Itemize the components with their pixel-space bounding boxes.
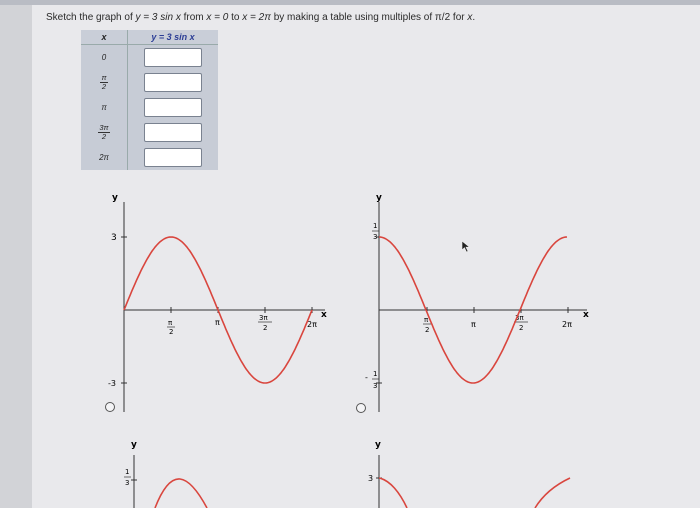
answer-cell bbox=[128, 70, 219, 95]
graph-option-c bbox=[110, 435, 230, 508]
y-axis-label: y bbox=[376, 193, 382, 203]
question-end: x = 2π bbox=[242, 12, 271, 23]
x-value bbox=[81, 95, 128, 120]
x-tick-label-2: π bbox=[471, 320, 476, 329]
answer-cell bbox=[128, 145, 219, 170]
curve-fragment bbox=[155, 479, 207, 508]
answer-input-3[interactable] bbox=[144, 123, 202, 142]
x-value bbox=[81, 145, 128, 170]
question-start: x = 0 bbox=[206, 12, 229, 23]
value-table bbox=[81, 30, 218, 170]
x-tick-label-4: 2π bbox=[562, 320, 572, 329]
x-tick-label-3-den: 2 bbox=[263, 324, 268, 332]
x-fraction bbox=[100, 74, 107, 91]
radio-option-a[interactable] bbox=[105, 402, 115, 412]
x-axis-label: x bbox=[583, 310, 589, 320]
x-tick-label-3-den: 2 bbox=[519, 324, 524, 332]
fraction-numerator: 3π bbox=[99, 123, 109, 132]
y-min-den: 3 bbox=[373, 382, 378, 390]
answer-input-2[interactable] bbox=[144, 98, 202, 117]
mouse-cursor-icon bbox=[461, 240, 473, 254]
radio-option-b[interactable] bbox=[356, 403, 366, 413]
curve-fragment-right bbox=[535, 478, 570, 508]
answer-input-1[interactable] bbox=[144, 73, 202, 92]
y-column-header: y = 3 sin x bbox=[128, 30, 219, 45]
graph-option-d bbox=[355, 435, 595, 508]
x-fraction bbox=[98, 124, 109, 141]
x-tick-label-1-num: π bbox=[168, 319, 173, 327]
x-tick-label-4: 2π bbox=[307, 320, 317, 329]
table-header bbox=[81, 30, 218, 45]
fraction-denominator: 2 bbox=[101, 82, 107, 91]
question-suffix: by making a table using multiples of π/2 for bbox=[270, 12, 468, 23]
answer-input-0[interactable] bbox=[144, 48, 202, 67]
y-max-den: 3 bbox=[373, 233, 378, 241]
x-value-text: π bbox=[101, 103, 107, 112]
y-max-num: 1 bbox=[125, 468, 130, 476]
x-value bbox=[81, 120, 128, 145]
x-tick-label-3-num: 3π bbox=[259, 314, 268, 322]
x-column-header: x bbox=[81, 30, 128, 45]
question-text bbox=[46, 12, 475, 23]
y-max-den: 3 bbox=[125, 479, 130, 487]
table-row bbox=[81, 70, 218, 95]
question-to: to bbox=[228, 12, 243, 23]
question-from: from bbox=[180, 12, 207, 23]
x-value bbox=[81, 70, 128, 95]
x-axis-label: x bbox=[321, 310, 327, 320]
answer-cell bbox=[128, 45, 219, 71]
question-prefix: Sketch the graph of bbox=[46, 12, 136, 23]
graph-option-a bbox=[100, 190, 340, 420]
answer-cell bbox=[128, 120, 219, 145]
x-value-text: 2π bbox=[99, 153, 109, 162]
y-min-sign: - bbox=[365, 373, 368, 382]
x-tick-label-1-den: 2 bbox=[425, 326, 430, 334]
x-tick-label-2: π bbox=[215, 318, 220, 327]
x-tick-label-3-num: 3π bbox=[515, 314, 524, 322]
graph-option-b bbox=[355, 190, 595, 420]
x-tick-label-1-den: 2 bbox=[169, 328, 174, 336]
table-row bbox=[81, 145, 218, 170]
x-tick-label-1-num: π bbox=[424, 316, 429, 324]
question-equation: y = 3 sin x bbox=[135, 12, 181, 23]
answer-input-4[interactable] bbox=[144, 148, 202, 167]
y-max-label: 3 bbox=[368, 474, 374, 483]
y-axis-label: y bbox=[375, 440, 381, 450]
fraction-denominator: 2 bbox=[101, 132, 107, 141]
table-row bbox=[81, 95, 218, 120]
y-min-label: -3 bbox=[108, 379, 116, 388]
question-var: x bbox=[467, 12, 473, 23]
curve-fragment-left bbox=[379, 478, 407, 508]
y-axis-label: y bbox=[131, 440, 137, 450]
question-period: . bbox=[472, 12, 476, 23]
fraction-numerator: π bbox=[101, 73, 107, 82]
y-min-num: 1 bbox=[373, 370, 378, 378]
table-row bbox=[81, 120, 218, 145]
table-row bbox=[81, 45, 218, 71]
x-value-text: 0 bbox=[101, 53, 107, 62]
y-axis-label: y bbox=[112, 193, 118, 203]
answer-cell bbox=[128, 95, 219, 120]
y-max-label: 3 bbox=[111, 233, 117, 243]
y-max-num: 1 bbox=[373, 222, 378, 230]
x-value bbox=[81, 45, 128, 71]
